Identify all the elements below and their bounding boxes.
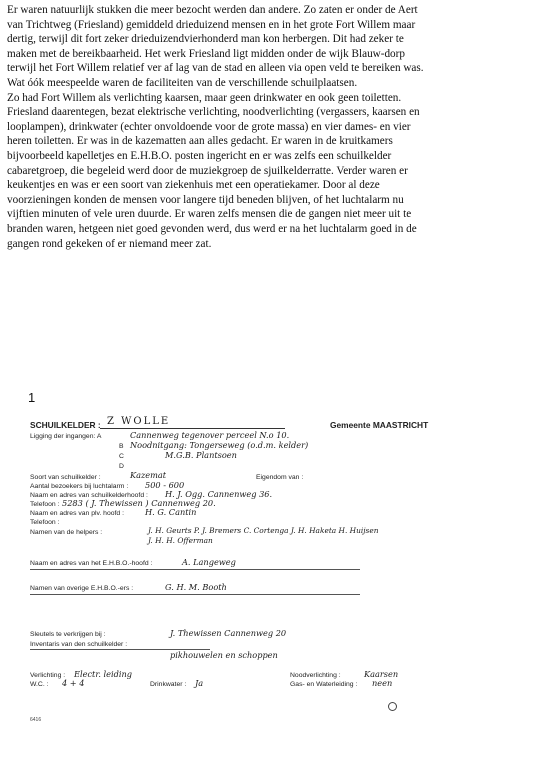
shelter-form [0,385,545,765]
page-number: 1 [28,390,36,405]
phone1-value: 5283 ( J. Thewissen ) Cannenweg 20. [62,498,216,508]
phone2-label: Telefoon : [30,519,60,526]
municipality-label: Gemeente MAASTRICHT [330,420,429,430]
gas-label: Gas- en Waterleiding : [290,681,358,688]
punch-hole-mark [388,702,397,711]
type-label: Soort van schuilkelder : [30,474,101,481]
deputy-value: H. G. Cantin [145,507,197,517]
ehbo-others-value: G. H. M. Booth [165,582,227,592]
ehbo-head-label: Naam en adres van het E.H.B.O.-hoofd : [30,560,153,567]
entrance-c-letter: C [119,453,124,460]
paragraph-line: Zo had Fort Willem als verlichting kaarsen, maar geen drinkwater en ook geen toiletten. [7,91,402,104]
paragraph-line: looplampen), drinkwater (echter onvoldoende voor de grote massa) en vier dames- en vier [7,120,411,133]
water-label: Drinkwater : [150,681,187,688]
paragraph-line: voorzieningen konden de mensen voor langere tijd beneden blijven, of het luchtalarm nu [7,193,404,206]
wc-label: W.C. : [30,681,49,688]
ehbo-head-value: A. Langeweg [182,557,236,567]
ehbo-others-label: Namen van overige E.H.B.O.-ers : [30,585,134,592]
title-value: Z WOLLE [107,416,171,427]
entrance-c-value: M.G.B. Plantsoen [165,450,237,460]
lighting-value: Electr. leiding [74,669,132,679]
paragraph-line: van Trichtweg (Friesland) gemiddeld drieduizend mensen en in het grote Fort Willem maar [7,18,416,31]
wc-value: 4 + 4 [62,678,85,688]
inventory-label: Inventaris van den schuilkelder : [30,641,128,648]
body-paragraph [7,3,542,251]
paragraph-line: branden waren, hetgeen niet goed gevonden werd, dus werd er na het luchtalarm goed in de [7,222,417,235]
helpers-value: J. H. Geurts P. J. Bremers C. Cortenga J. H. Haketa H. Huijsen [148,526,379,535]
visitors-value: 500 - 600 [145,480,185,490]
title-label: SCHUILKELDER : [30,420,101,430]
entrances-label: Ligging der ingangen: A [30,433,102,440]
entrance-d-letter: D [119,463,124,470]
entrance-b-value: Noodnitgang: Tongerseweg (o.d.m. kelder) [130,440,309,450]
paragraph-line: cabaretgroep, die begeleid werd door de muziekgroep de sjuilkelderratte. Verder waren er [7,164,408,177]
entrance-b-letter: B [119,443,124,450]
paragraph-line: bijvoorbeeld kapelletjes en E.H.B.O. posten ingericht en er was zelfs een schuilkelder [7,149,392,162]
divider [30,569,360,570]
paragraph-line: dertig, terwijl dit fort zeker drieduizendvierhonderd man kon herbergen. Dit had zeker te [7,33,404,46]
paragraph-line: Friesland daarentegen, bezat elektrische verlichting, noodverlichting (vergassers, kaarsen en [7,106,420,119]
paragraph-line: gangen rond gekeken of er niemand meer zat. [7,237,212,250]
keys-label: Sleutels te verkrijgen bij : [30,631,106,638]
emergency-label: Noodverlichting : [290,672,341,679]
divider [30,594,360,595]
head-value: H. J. Ogg. Cannenweg 36. [165,489,273,499]
gas-value: neen [372,678,393,688]
head-label: Naam en adres van schuilkelderhoofd : [30,492,148,499]
title-underline [100,428,285,429]
phone1-label: Telefoon : [30,501,60,508]
lighting-label: Verlichting : [30,672,66,679]
deputy-label: Naam en adres van plv. hoofd : [30,510,124,517]
entrance-a-value: Cannenweg tegenover perceel N.o 10. [130,430,290,440]
emergency-value: Kaarsen [364,669,399,679]
paragraph-line: heren toiletten. Er was in de kazematten aan alles gedacht. Er waren in de kruitkamers [7,135,393,148]
paragraph-line: keukentjes en was er een soort van ziekenhuis met een operatiekamer. Door al deze [7,179,380,192]
paragraph-line: vijftien minuten of vele uren duurde. Er waren zelfs mensen die de gangen niet meer uit te [7,208,412,221]
paragraph-line: Er waren natuurlijk stukken die meer bezocht werden dan andere. Zo zaten er onder de Aert [7,4,418,16]
paragraph-line: terwijl het Fort Willem relatief ver af lag van de stad en alleen via open veld te bereiken was. [7,62,424,75]
water-value: Ja [195,678,204,688]
keys-value: J. Thewissen Cannenweg 20 [170,628,287,638]
type-value: Kazemat [130,470,167,480]
paragraph-line: maken met de bereikbaarheid. Het werk Friesland ligt midden onder de wijk Blauw-dorp [7,47,405,60]
print-code: 6416 [30,717,42,723]
paragraph-line: Wat óók meespeelde waren de faciliteiten van de verschillende schuilplaatsen. [7,76,358,89]
owner-label: Eigendom van : [256,474,304,481]
visitors-label: Aantal bezoekers bij luchtalarm : [30,483,129,490]
helpers-label: Namen van de helpers : [30,529,103,536]
inventory-value: pikhouwelen en schoppen [170,650,278,660]
helpers-value-2: J. H. H. Offerman [148,536,213,545]
